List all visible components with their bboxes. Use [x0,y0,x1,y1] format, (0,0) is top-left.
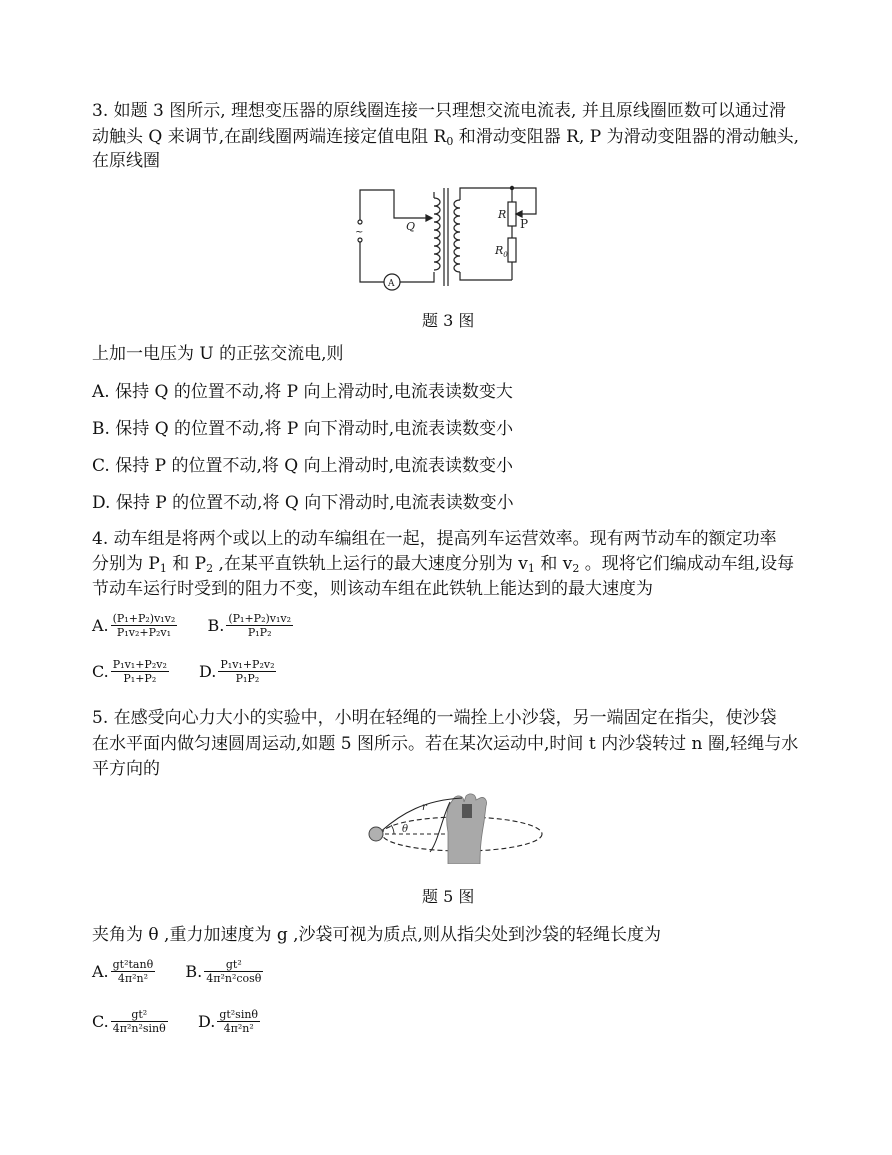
q3-stem-line-4: 上加一电压为 U 的正弦交流电,则 [92,344,344,364]
resistor-r0-label: $R_0$ [495,244,508,259]
q3-option-c: C. 保持 P 的位置不动,将 Q 向上滑动时,电流表读数变小 [92,456,514,476]
q5-option-a-fraction: $\frac{\text{gt²tanθ}}{\text{4π²n²}}$ [112,958,154,985]
ammeter-label: A [388,279,395,289]
q3-stem-line-2: 动触头 Q 来调节,在副线圈两端连接定值电阻 $R_0$ 和滑动变阻器 R, P 为滑动变阻器的滑动触头, [92,127,800,148]
q4-stem-line-3: 节动车运行时受到的阻力不变，则该动车组在此铁轨上能达到的最大速度为 [92,579,653,599]
q5-option-d-fraction: $\frac{\text{gt²sinθ}}{\text{4π²n²}}$ [219,1008,259,1035]
q3-stem-line-1: 3. 如题 3 图所示, 理想变压器的原线圈连接一只理想交流电流表, 并且原线圈匝数可以通过滑 [92,101,786,121]
q4-option-c-fraction: $\frac{\text{P₁v₁+P₂v₂}}{\text{P₁+P₂}}$ [112,658,167,685]
q5-option-c-fraction: $\frac{\text{gt²}}{\text{4π²n²sinθ}}$ [112,1008,166,1035]
q4-option-d-label: D. [199,662,217,681]
q5-option-c-label: C. [92,1012,109,1031]
angle-theta-label: θ [402,824,409,835]
resistor-r-label: R [498,208,507,221]
ac-source-symbol: ~ [355,227,364,238]
q4-options-row-1 [92,612,295,639]
q4-option-b-label: B. [207,616,225,635]
q5-options-row-2 [92,1008,262,1035]
q4-option-a-fraction: $\frac{\text{(P₁+P₂)v₁v₂}}{\text{P₁v₂+P₂v₁}}$ [112,612,176,639]
q3-transformer-circuit-figure [352,182,552,294]
q3-option-a: A. 保持 Q 的位置不动,将 P 向上滑动时,电流表读数变大 [92,382,513,402]
slider-p-label: P [520,217,529,231]
q5-circular-motion-figure [350,788,546,864]
q5-stem-line-4: 夹角为 θ ,重力加速度为 g ,沙袋可视为质点,则从指尖处到沙袋的轻绳长度为 [92,925,661,945]
q4-stem-line-1: 4. 动车组是将两个或以上的动车编组在一起，提高列车运营效率。现有两节动车的额定功率 [92,529,777,549]
q3-option-b: B. 保持 Q 的位置不动,将 P 向下滑动时,电流表读数变小 [92,419,514,439]
q5-stem-line-1: 5. 在感受向心力大小的实验中，小明在轻绳的一端拴上小沙袋，另一端固定在指尖，使沙袋 [92,708,777,728]
q4-option-a-label: A. [92,616,109,635]
slider-q-label: Q [406,220,416,233]
q4-option-d-fraction: $\frac{\text{P₁v₁+P₂v₂}}{\text{P₁P₂}}$ [220,658,275,685]
q5-option-b-fraction: $\frac{\text{gt²}}{\text{4π²n²cosθ}}$ [206,958,262,985]
q4-option-b-fraction: $\frac{\text{(P₁+P₂)v₁v₂}}{\text{P₁P₂}}$ [228,612,292,639]
q5-option-a-label: A. [92,962,109,981]
q5-figure-caption: 题 5 图 [422,887,475,906]
q5-options-row-1 [92,958,265,985]
q5-stem-line-3: 平方向的 [92,759,160,779]
q3-stem-line-3: 在原线圈 [92,151,160,171]
q4-stem-line-2: 分别为 $P_1$ 和 $P_2$ ,在某平直铁轨上运行的最大速度分别为 $v_1$ 和 $v_2$ 。现将它们编成动车组,设每 [92,554,795,575]
q3-figure-caption: 题 3 图 [422,311,475,330]
q4-options-row-2 [92,658,278,685]
q5-option-d-label: D. [197,1012,216,1031]
q5-stem-line-2: 在水平面内做匀速圆周运动,如题 5 图所示。若在某次运动中,时间 t 内沙袋转过 n 圈,轻绳与水 [92,734,799,754]
q5-option-b-label: B. [185,962,203,981]
string-length-label: r [422,802,427,813]
q4-option-c-label: C. [92,662,109,681]
q3-option-d: D. 保持 P 的位置不动,将 Q 向下滑动时,电流表读数变小 [92,493,514,513]
